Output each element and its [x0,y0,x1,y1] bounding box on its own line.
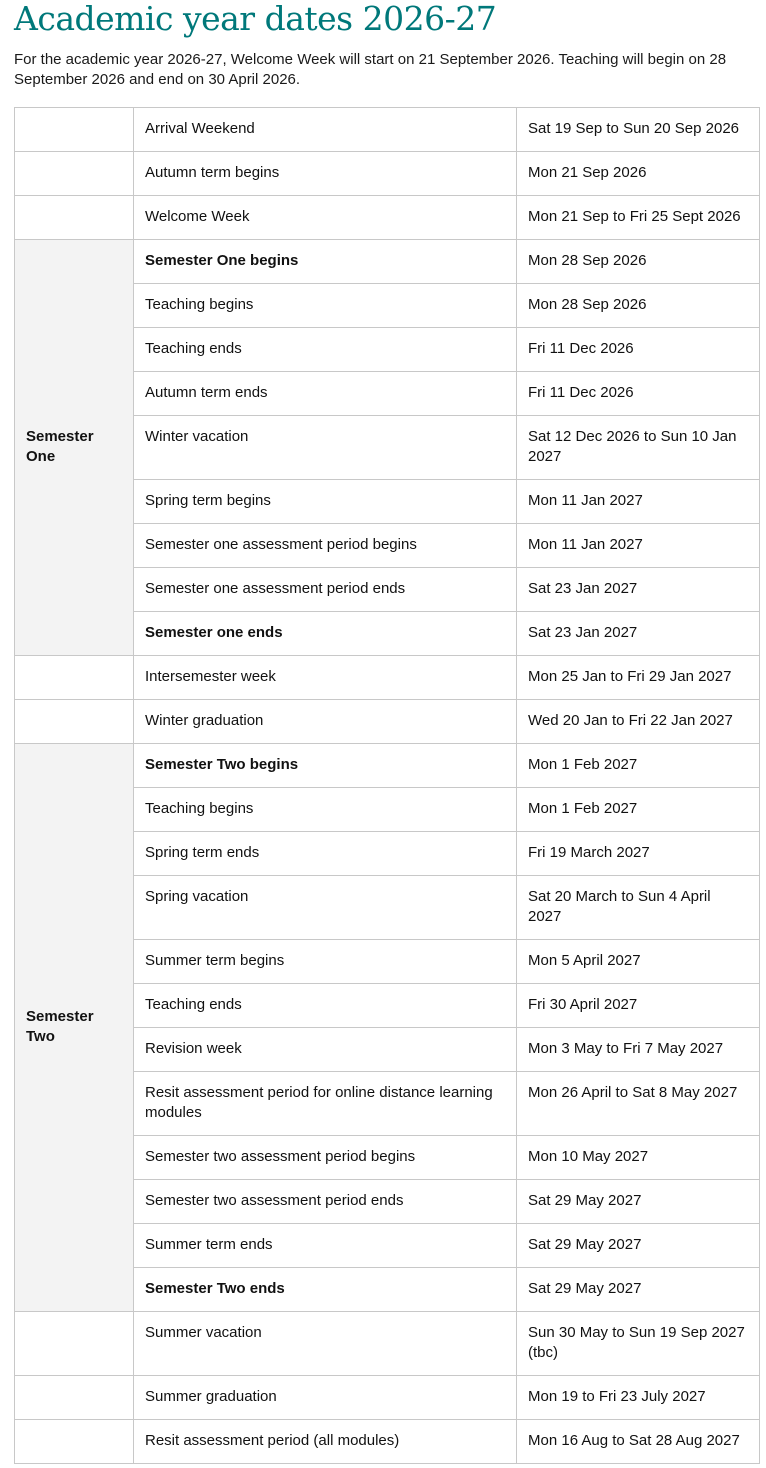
event-cell: Resit assessment period for online distance learning modules [134,1072,517,1136]
date-cell: Sat 29 May 2027 [517,1268,760,1312]
date-cell: Mon 3 May to Fri 7 May 2027 [517,1028,760,1072]
table-row [15,152,760,196]
date-cell: Mon 1 Feb 2027 [517,744,760,788]
event-cell: Teaching ends [134,328,517,372]
date-cell: Mon 28 Sep 2026 [517,240,760,284]
date-cell: Sat 20 March to Sun 4 April 2027 [517,876,760,940]
event-cell: Winter vacation [134,416,517,480]
date-cell: Mon 26 April to Sat 8 May 2027 [517,1072,760,1136]
event-cell: Semester one assessment period begins [134,524,517,568]
event-cell: Teaching ends [134,984,517,1028]
event-cell: Winter graduation [134,700,517,744]
table-row [15,1420,760,1464]
event-cell: Semester Two begins [134,744,517,788]
event-cell: Spring vacation [134,876,517,940]
event-cell: Semester One begins [134,240,517,284]
date-cell: Mon 21 Sep to Fri 25 Sept 2026 [517,196,760,240]
event-cell: Semester one assessment period ends [134,568,517,612]
date-cell: Mon 1 Feb 2027 [517,788,760,832]
group-cell-empty [15,1376,134,1420]
date-cell: Mon 16 Aug to Sat 28 Aug 2027 [517,1420,760,1464]
date-cell: Wed 20 Jan to Fri 22 Jan 2027 [517,700,760,744]
event-cell: Semester two assessment period begins [134,1136,517,1180]
page-title: Academic year dates 2026-27 [14,0,497,38]
date-cell: Fri 30 April 2027 [517,984,760,1028]
group-cell-empty [15,656,134,700]
event-cell: Autumn term ends [134,372,517,416]
date-cell: Mon 21 Sep 2026 [517,152,760,196]
event-cell: Autumn term begins [134,152,517,196]
date-cell: Sun 30 May to Sun 19 Sep 2027 (tbc) [517,1312,760,1376]
table-row [15,656,760,700]
date-cell: Fri 19 March 2027 [517,832,760,876]
date-cell: Fri 11 Dec 2026 [517,328,760,372]
event-cell: Spring term ends [134,832,517,876]
date-cell: Mon 11 Jan 2027 [517,524,760,568]
event-cell: Summer graduation [134,1376,517,1420]
table-row [15,196,760,240]
date-cell: Mon 19 to Fri 23 July 2027 [517,1376,760,1420]
group-label-semester-one: Semester One [15,240,134,656]
group-cell-empty [15,108,134,152]
event-cell: Teaching begins [134,284,517,328]
table-row [15,1376,760,1420]
date-cell: Sat 23 Jan 2027 [517,568,760,612]
table-row [15,700,760,744]
group-cell-empty [15,152,134,196]
group-label-semester-two: Semester Two [15,744,134,1312]
event-cell: Semester two assessment period ends [134,1180,517,1224]
date-cell: Mon 11 Jan 2027 [517,480,760,524]
date-cell: Sat 12 Dec 2026 to Sun 10 Jan 2027 [517,416,760,480]
event-cell: Spring term begins [134,480,517,524]
group-cell-empty [15,700,134,744]
event-cell: Semester Two ends [134,1268,517,1312]
group-cell-empty [15,1420,134,1464]
group-cell-empty [15,1312,134,1376]
academic-dates-table [14,107,760,1464]
table-row [15,1312,760,1376]
table-row [15,744,760,788]
event-cell: Arrival Weekend [134,108,517,152]
intro-paragraph: For the academic year 2026-27, Welcome Week will start on 21 September 2026. Teaching will begin on 28 September 2026 and end on 30 April 2026. [14,51,727,88]
event-cell: Revision week [134,1028,517,1072]
event-cell: Summer term begins [134,940,517,984]
date-cell: Sat 23 Jan 2027 [517,612,760,656]
date-cell: Sat 29 May 2027 [517,1224,760,1268]
event-cell: Teaching begins [134,788,517,832]
date-cell: Mon 5 April 2027 [517,940,760,984]
date-cell: Mon 28 Sep 2026 [517,284,760,328]
date-cell: Mon 25 Jan to Fri 29 Jan 2027 [517,656,760,700]
table-row [15,108,760,152]
date-cell: Sat 29 May 2027 [517,1180,760,1224]
event-cell: Summer vacation [134,1312,517,1376]
date-cell: Mon 10 May 2027 [517,1136,760,1180]
table-row [15,240,760,284]
event-cell: Welcome Week [134,196,517,240]
group-cell-empty [15,196,134,240]
event-cell: Summer term ends [134,1224,517,1268]
event-cell: Semester one ends [134,612,517,656]
date-cell: Fri 11 Dec 2026 [517,372,760,416]
date-cell: Sat 19 Sep to Sun 20 Sep 2026 [517,108,760,152]
event-cell: Intersemester week [134,656,517,700]
event-cell: Resit assessment period (all modules) [134,1420,517,1464]
